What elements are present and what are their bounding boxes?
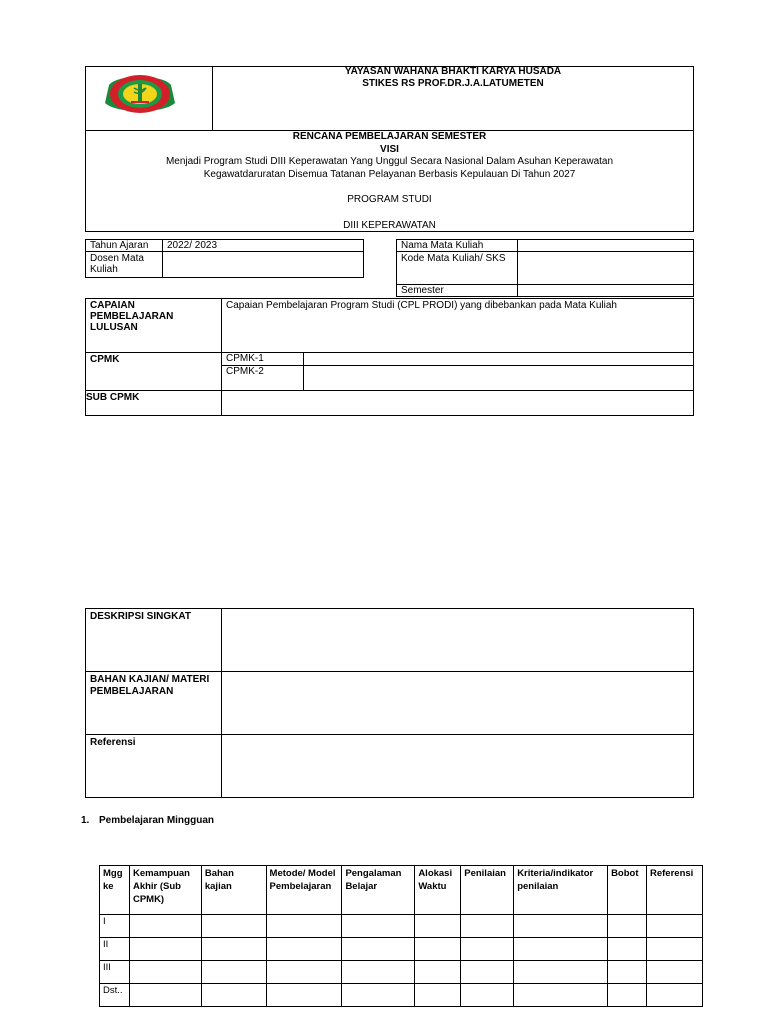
visi-label: VISI [380,144,399,155]
info-left-row-divider [85,251,364,252]
col-header-bobot: Bobot [608,866,647,915]
table-cell[interactable] [342,961,415,984]
week-label: I [100,915,130,938]
table-row [100,915,703,938]
col-header-metode: Metode/ Model Pembelajaran [266,866,342,915]
referensi-label: Referensi [90,737,136,748]
nama-label: Nama Mata Kuliah [401,240,484,251]
bahan-label-line-1: BAHAN KAJIAN/ MATERI [90,674,210,685]
table-cell[interactable] [461,915,514,938]
weekly-header-row [100,866,703,915]
table-cell[interactable] [514,961,608,984]
section-number: 1. [81,815,90,826]
table-cell[interactable] [608,915,647,938]
info-right-row-divider-1 [396,251,694,252]
table-cell[interactable] [266,915,342,938]
week-label: Dst.. [100,984,130,1007]
table-cell[interactable] [647,961,703,984]
program-value: DIII KEPERAWATAN [343,220,436,231]
table-cell[interactable] [201,961,266,984]
col-header-alokasi: Alokasi Waktu [415,866,461,915]
deskripsi-label: DESKRIPSI SINGKAT [90,611,191,622]
cpl-col-divider [221,298,222,416]
col-header-kemampuan: Kemampuan Akhir (Sub CPMK) [129,866,201,915]
table-cell[interactable] [647,938,703,961]
table-cell[interactable] [129,984,201,1007]
table-cell[interactable] [266,961,342,984]
table-cell[interactable] [415,961,461,984]
table-cell[interactable] [461,961,514,984]
cpmk-inner-col-divider [303,352,304,390]
table-cell[interactable] [461,938,514,961]
weekly-table [99,865,703,1007]
semester-label: Semester [401,285,444,296]
cpl-label: CAPAIAN PEMBELAJARAN LULUSAN [90,300,174,333]
dosen-label: Dosen Mata Kuliah [90,253,144,275]
school-name: STIKES RS PROF.DR.J.A.LATUMETEN [362,78,544,89]
table-cell[interactable] [129,915,201,938]
visi-line-1: Menjadi Program Studi DIII Keperawatan Yang Unggul Secara Nasional Dalam Asuhan Keperawatan [165,156,614,167]
table-cell[interactable] [342,915,415,938]
table-row [100,938,703,961]
table-cell[interactable] [514,915,608,938]
table-cell[interactable] [266,984,342,1007]
col-header-penilaian: Penilaian [461,866,514,915]
cpmk-1-label: CPMK-1 [226,353,264,364]
table-cell[interactable] [514,938,608,961]
desc-divider-1 [85,671,694,672]
table-cell[interactable] [415,915,461,938]
col-header-mgg: Mgg ke [100,866,130,915]
table-cell[interactable] [342,984,415,1007]
table-cell[interactable] [647,915,703,938]
cpmk-row-divider [221,365,694,366]
table-cell[interactable] [647,984,703,1007]
table-cell[interactable] [129,961,201,984]
description-table [85,608,694,798]
table-cell[interactable] [342,938,415,961]
table-cell[interactable] [461,984,514,1007]
info-right-col-divider [517,239,518,297]
visi-line-2: Kegawatdaruratan Disemua Tatanan Pelayanan Berbasis Kepulauan Di Tahun 2027 [203,169,576,180]
sub-cpmk-label: SUB CPMK [86,392,140,403]
cpl-divider [85,352,694,353]
table-cell[interactable] [415,938,461,961]
program-label: PROGRAM STUDI [347,194,432,205]
section-title: Pembelajaran Mingguan [99,815,215,826]
week-label: II [100,938,130,961]
bahan-label-line-2: PEMBELAJARAN [90,686,174,697]
col-header-kriteria: Kriteria/indikator penilaian [514,866,608,915]
tahun-value: 2022/ 2023 [167,240,218,251]
table-cell[interactable] [514,984,608,1007]
col-header-bahan: Bahan kajian [201,866,266,915]
table-cell[interactable] [201,938,266,961]
table-cell[interactable] [415,984,461,1007]
cpmk-2-label: CPMK-2 [226,366,264,377]
foundation-name: YAYASAN WAHANA BHAKTI KARYA HUSADA [344,66,562,77]
desc-col-divider [221,608,222,798]
desc-divider-2 [85,734,694,735]
col-header-pengalaman: Pengalaman Belajar [342,866,415,915]
institution-emblem-icon [103,70,177,120]
rps-title: RENCANA PEMBELAJARAN SEMESTER [292,131,487,142]
table-cell[interactable] [129,938,201,961]
table-row [100,961,703,984]
cpl-text: Capaian Pembelajaran Program Studi (CPL PRODI) yang dibebankan pada Mata Kuliah [226,300,617,311]
table-cell[interactable] [608,938,647,961]
table-row [100,984,703,1007]
table-cell[interactable] [608,961,647,984]
cpmk-divider [85,390,694,391]
kode-label: Kode Mata Kuliah/ SKS [401,253,506,264]
cpmk-label: CPMK [90,354,120,365]
table-cell[interactable] [266,938,342,961]
table-cell[interactable] [608,984,647,1007]
col-header-referensi: Referensi [647,866,703,915]
info-left-col-divider [162,239,163,278]
tahun-label: Tahun Ajaran [90,240,149,251]
week-label: III [100,961,130,984]
table-cell[interactable] [201,915,266,938]
table-cell[interactable] [201,984,266,1007]
